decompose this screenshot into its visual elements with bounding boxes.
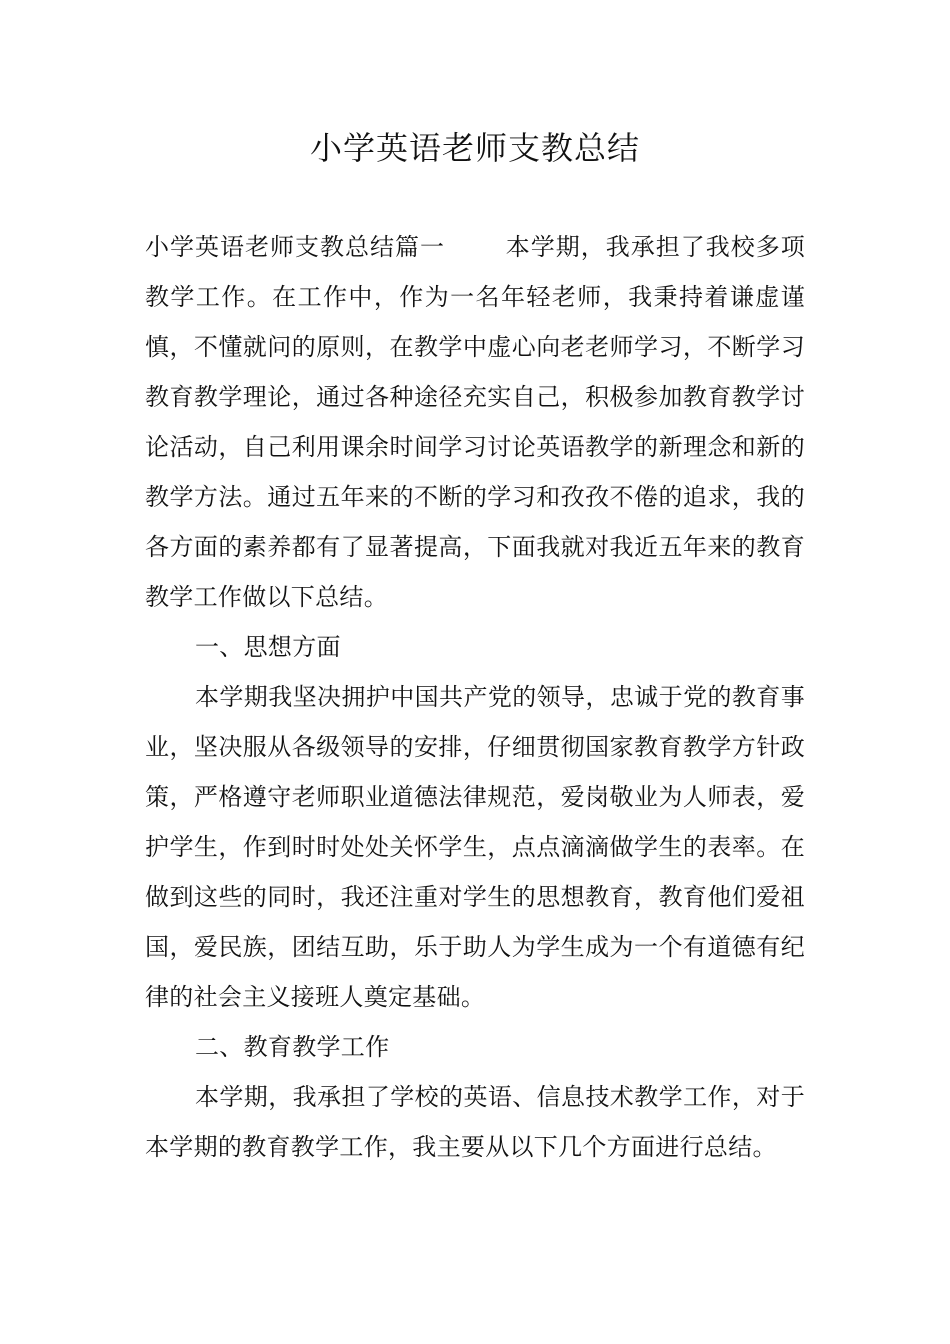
document-title: 小学英语老师支教总结 [309,129,640,167]
section1-heading: 一、思想方面 [195,633,341,661]
section1-paragraph: 本学期我坚决拥护中国共产党的领导，忠诚于党的教育事业，坚决服从各级领导的安排，仔细贯彻国家教育教学方针政策，严格遵守老师职业道德法律规范，爱岗敬业为人师表，爱护学生，作到时时处处关怀学生，点点滴滴做学生的表率。在做到这些的同时，我还注重对学生的思想教育，教育他们爱祖国，爱民族，团结互助，乐于助人为学生成为一个有道德有纪律的社会主义接班人奠定基础。 [145,683,805,1011]
section2-paragraph: 本学期，我承担了学校的英语、信息技术教学工作，对于本学期的教育教学工作，我主要从以下几个方面进行总结。 [145,1083,805,1161]
intro-paragraph [145,222,805,622]
intro-heading: 小学英语老师支教总结篇一 [145,233,445,261]
section2-heading: 二、教育教学工作 [195,1033,390,1061]
intro-text: 本学期，我承担了我校多项教学工作。在工作中，作为一名年轻老师，我秉持着谦虚谨慎，不懂就问的原则，在教学中虚心向老老师学习，不断学习教育教学理论，通过各种途径充实自己，积极参加教育教学讨论活动，自己利用课余时间学习讨论英语教学的新理念和新的教学方法。通过五年来的不断的学习和孜孜不倦的追求，我的各方面的素养都有了显著提高，下面我就对我近五年来的教育教学工作做以下总结。 [145,233,805,611]
document-body [145,222,805,1172]
document-page [145,0,805,1172]
